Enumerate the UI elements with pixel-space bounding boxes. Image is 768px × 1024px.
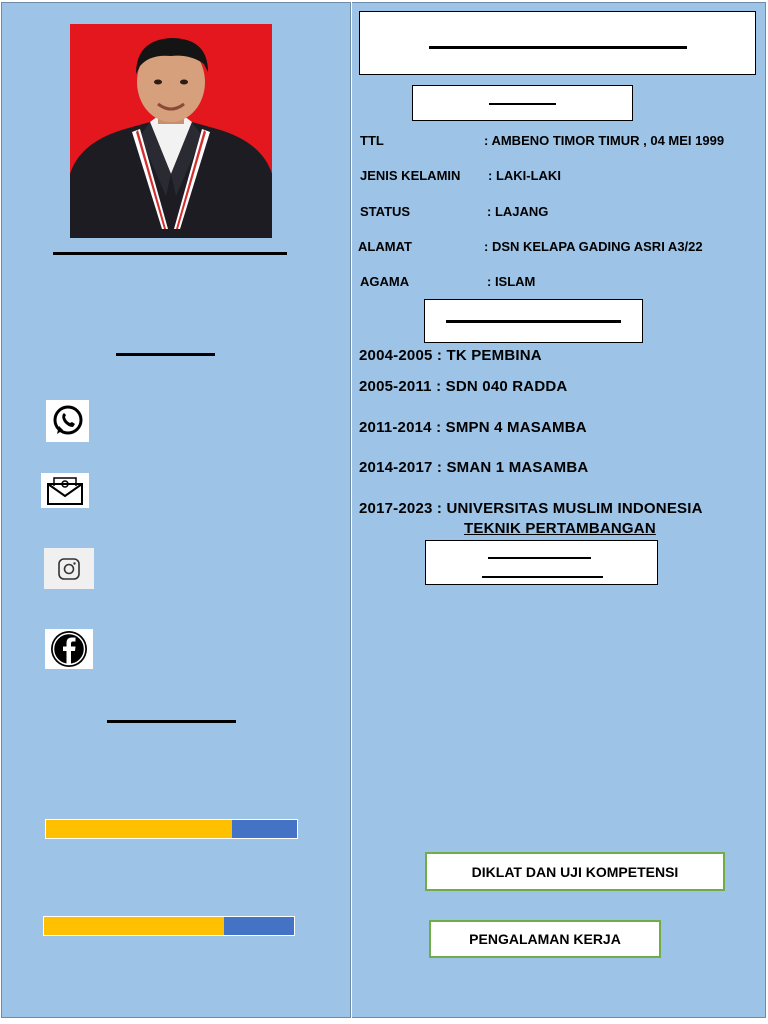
education-heading-box (424, 299, 643, 343)
name-underline (53, 252, 287, 255)
education-item: 2014-2017 : SMAN 1 MASAMBA (359, 459, 589, 476)
camera-glyph (56, 556, 82, 582)
envelope-glyph (45, 476, 85, 506)
skill-bar-2-fill (44, 917, 224, 935)
info-value: : AMBENO TIMOR TIMUR , 04 MEI 1999 (484, 133, 725, 148)
info-value: : ISLAM (487, 274, 536, 289)
education-item: 2005-2011 : SDN 040 RADDA (359, 378, 568, 395)
skill-bar-1 (45, 819, 298, 839)
info-value: : DSN KELAPA GADING ASRI A3/22 (484, 239, 703, 254)
email-icon[interactable] (41, 473, 89, 508)
facebook-glyph (47, 630, 91, 668)
education-heading-line (446, 320, 621, 323)
skills-heading-box (425, 540, 658, 585)
info-value: : LAKI-LAKI (488, 168, 561, 183)
experience-section-heading: PENGALAMAN KERJA (429, 920, 661, 958)
facebook-icon[interactable] (45, 629, 93, 669)
education-item: 2017-2023 : UNIVERSITAS MUSLIM INDONESIA (359, 500, 703, 517)
info-label: ALAMAT (358, 239, 412, 254)
skill-bar-1-fill (46, 820, 232, 838)
skills-heading-line-1 (488, 557, 591, 559)
contact-heading-underline (116, 353, 215, 356)
profile-heading-line (489, 103, 556, 105)
profile-heading-box (412, 85, 633, 121)
info-label: TTL (360, 133, 384, 148)
info-label: AGAMA (360, 274, 410, 289)
profile-photo (70, 24, 272, 238)
info-value: : LAJANG (487, 204, 549, 219)
info-label: JENIS KELAMIN (360, 168, 461, 183)
skills-heading-underline (107, 720, 236, 723)
name-header-box (359, 11, 756, 75)
name-header-line (429, 46, 687, 49)
whatsapp-icon[interactable] (46, 400, 89, 442)
info-label: STATUS (360, 204, 411, 219)
portrait-illustration (70, 24, 272, 238)
instagram-icon[interactable] (44, 548, 94, 589)
skill-bar-2 (43, 916, 295, 936)
education-item: 2011-2014 : SMPN 4 MASAMBA (359, 419, 587, 436)
skills-heading-line-2 (482, 576, 603, 578)
training-section-heading: DIKLAT DAN UJI KOMPETENSI (425, 852, 725, 891)
education-item: 2004-2005 : TK PEMBINA (359, 347, 542, 364)
whatsapp-glyph (50, 403, 86, 439)
education-major: TEKNIK PERTAMBANGAN (464, 520, 656, 537)
